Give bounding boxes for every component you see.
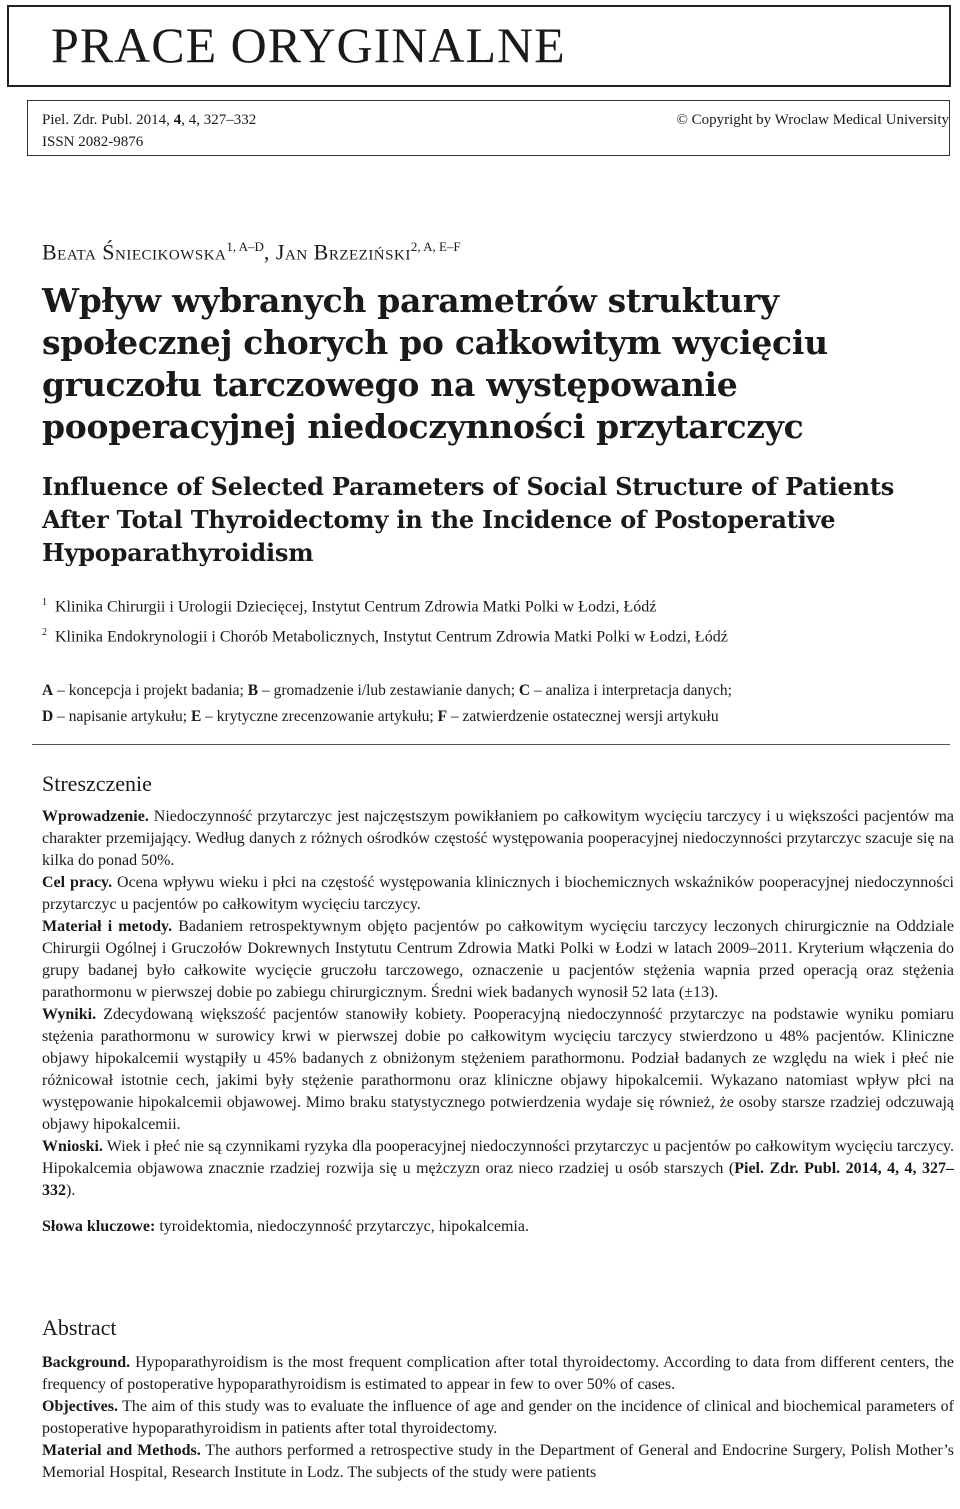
author-affiliation-marker: 2, A, E–F bbox=[410, 239, 461, 254]
paragraph-citation: Piel. Zdr. Publ. 2014, 4, 4, 327–332 bbox=[42, 1160, 955, 1199]
citation-suffix: , 4, 327–332 bbox=[181, 112, 257, 128]
streszczenie-results bbox=[42, 1004, 954, 1136]
contribution-text: – analiza i interpretacja danych; bbox=[530, 682, 732, 699]
paragraph-text: Ocena wpływu wieku i płci na częstość występowania klinicznych i biochemicznych wskaźników pooperacyjnej niedoczynności przytarczyc u pacjentów po całkowitym wycięciu tarczycy. bbox=[42, 874, 954, 913]
contribution-letter: F bbox=[437, 708, 448, 725]
streszczenie-conclusions bbox=[42, 1136, 954, 1202]
citation-volume: 4 bbox=[173, 112, 182, 128]
contribution-letter: D bbox=[42, 708, 54, 725]
streszczenie-methods bbox=[42, 916, 954, 1004]
journal-copyright: © Copyright by Wroclaw Medical University bbox=[676, 112, 949, 128]
paragraph-text: Hypoparathyroidism is the most frequent complication after total thyroidectomy. According to data from different centers, the frequency of postoperative hypoparathyroidism is estimated to appear in few to over 50% of cases. bbox=[42, 1354, 954, 1393]
author-name: Jan Brzeziński bbox=[275, 239, 411, 265]
citation-prefix: Piel. Zdr. Publ. 2014, bbox=[42, 112, 174, 128]
contribution-text: – napisanie artykułu; bbox=[53, 708, 191, 725]
contribution-letter: E bbox=[190, 708, 202, 725]
streszczenie-keywords bbox=[42, 1216, 954, 1238]
affiliation-item bbox=[42, 590, 942, 620]
affiliations bbox=[42, 590, 942, 651]
paragraph-label: Background. bbox=[42, 1354, 131, 1371]
author-separator: , bbox=[263, 239, 276, 265]
abstract-objectives bbox=[42, 1396, 954, 1440]
streszczenie-aim bbox=[42, 872, 954, 916]
author-name: Beata Śniecikowska bbox=[42, 239, 227, 265]
contribution-text: – zatwierdzenie ostatecznej wersji artykułu bbox=[447, 708, 719, 725]
article-title-polish: Wpływ wybranych parametrów struktury społecznej chorych po całkowitym wycięciu gruczołu tarczowego na występowanie pooperacyjnej niedoczynności przytarczyc bbox=[42, 281, 828, 446]
contribution-letter: A bbox=[42, 682, 54, 699]
paragraph-label: Wnioski. bbox=[42, 1138, 103, 1155]
keywords-label: Słowa kluczowe: bbox=[42, 1218, 156, 1235]
author-contributions bbox=[42, 678, 952, 730]
paragraph-label: Wyniki. bbox=[42, 1006, 97, 1023]
contribution-letter: B bbox=[247, 682, 259, 699]
paragraph-text: The aim of this study was to evaluate the influence of age and gender on the incidence of clinical and biochemical parameters of postoperative hypoparathyroidism in patients after total thyroidectomy. bbox=[42, 1398, 954, 1437]
contribution-text: – gromadzenie i/lub zestawianie danych; bbox=[258, 682, 519, 699]
paragraph-label: Material and Methods. bbox=[42, 1442, 201, 1459]
journal-issn: ISSN 2082-9876 bbox=[42, 134, 144, 150]
paragraph-label: Objectives. bbox=[42, 1398, 118, 1415]
affiliation-text: Klinika Chirurgii i Urologii Dziecięcej, Instytut Centrum Zdrowia Matki Polki w Łodzi, Łódź bbox=[55, 598, 657, 616]
paragraph-label: Materiał i metody. bbox=[42, 918, 173, 935]
streszczenie-heading: Streszczenie bbox=[42, 771, 152, 796]
keywords-text: tyroidektomia, niedoczynność przytarczyc, hipokalcemia. bbox=[155, 1218, 529, 1235]
contribution-text: – koncepcja i projekt badania; bbox=[53, 682, 248, 699]
author-list bbox=[42, 232, 461, 267]
paragraph-text: Wiek i płeć nie są czynnikami ryzyka dla pooperacyjnej niedoczynności przytarczyc u pacjentów po całkowitym wycięciu tarczycy. Hipokalcemia objawowa znacznie rzadziej rozwija się u mężczyzn oraz nieco rzadziej u osób starszych ( bbox=[42, 1138, 954, 1177]
journal-citation bbox=[42, 109, 256, 153]
streszczenie-intro bbox=[42, 806, 954, 872]
abstract-body bbox=[42, 1352, 954, 1484]
abstract-background bbox=[42, 1352, 954, 1396]
affiliation-item bbox=[42, 620, 942, 650]
paragraph-text: The authors performed a retrospective study in the Department of General and Endocrine Surgery, Polish Mother’s Memorial Hospital, Research Institute in Lodz. The subjects of the study were patients bbox=[42, 1442, 955, 1481]
paragraph-label: Wprowadzenie. bbox=[42, 808, 149, 825]
abstract-heading: Abstract bbox=[42, 1315, 117, 1340]
abstract-methods bbox=[42, 1440, 954, 1484]
paragraph-label: Cel pracy. bbox=[42, 874, 113, 891]
affiliation-number: 1 bbox=[42, 597, 47, 608]
article-title-english: Influence of Selected Parameters of Social Structure of Patients After Total Thyroidectomy in the Incidence of Postoperative Hypoparathyroidism bbox=[42, 472, 895, 567]
paragraph-text-end: ). bbox=[66, 1182, 76, 1199]
paragraph-text: Zdecydowaną większość pacjentów stanowiły kobiety. Pooperacyjną niedoczynność przytarczyc na podstawie wyniku pomiaru stężenia parathormonu w surowicy krwi w pierwszej dobie po całkowitym wycięciu tarczycy stwierdzono u 48% pacjentów. Kliniczne objawy hipokalcemii wystąpiły u 45% badanych z obniżonym stężeniem parathormonu. Podział badanych ze względu na wiek i płeć nie różnicował istotnie cech, jakimi były stężenie parathormonu oraz kliniczne objawy hipokalcemii. Wykazano natomiast wpływ płci na występowanie hipokalcemii objawowej. Mimo braku statystycznego potwierdzenia wydaje się również, że osoby starsze rzadziej odczuwają objawy hipokalcemii. bbox=[42, 1006, 954, 1133]
section-banner bbox=[7, 5, 951, 87]
paragraph-text: Badaniem retrospektywnym objęto pacjentów po całkowitym wycięciu tarczycy leczonych chirurgicznie na Oddziale Chirurgii Ogólnej i Gruczołów Dokrewnych Instytutu Centrum Zdrowia Matki Polki w Łodzi w latach 2009–2011. Kryterium włączenia do grupy badanej było całkowite wycięcie gruczołu tarczowego, oznaczenie u pacjentów stężenia wapnia przed operacją oraz stężenia parathormonu w pierwszej dobie po zabiegu chirurgicznym. Średni wiek badanych wynosił 52 lata (±13). bbox=[42, 918, 954, 1001]
section-banner-title: PRACE ORYGINALNE bbox=[51, 17, 566, 73]
paragraph-text: Niedoczynność przytarczyc jest najczęstszym powikłaniem po całkowitym wycięciu tarczycy i u większości pacjentów ma charakter przemijający. Według danych z różnych ośrodków częstość występowania pooperacyjnej niedoczynności przytarczyc szacuje się na kilka do ponad 50%. bbox=[42, 808, 954, 869]
streszczenie-body bbox=[42, 806, 954, 1238]
affiliation-number: 2 bbox=[42, 627, 47, 639]
contribution-text: – krytyczne zrecenzowanie artykułu; bbox=[201, 708, 438, 725]
section-divider bbox=[32, 744, 950, 745]
affiliation-text: Klinika Endokrynologii i Chorób Metabolicznych, Instytut Centrum Zdrowia Matki Polki w Łodzi, Łódź bbox=[55, 628, 728, 646]
author-affiliation-marker: 1, A–D bbox=[226, 239, 264, 254]
journal-info-box bbox=[27, 100, 950, 156]
contribution-letter: C bbox=[518, 682, 531, 699]
